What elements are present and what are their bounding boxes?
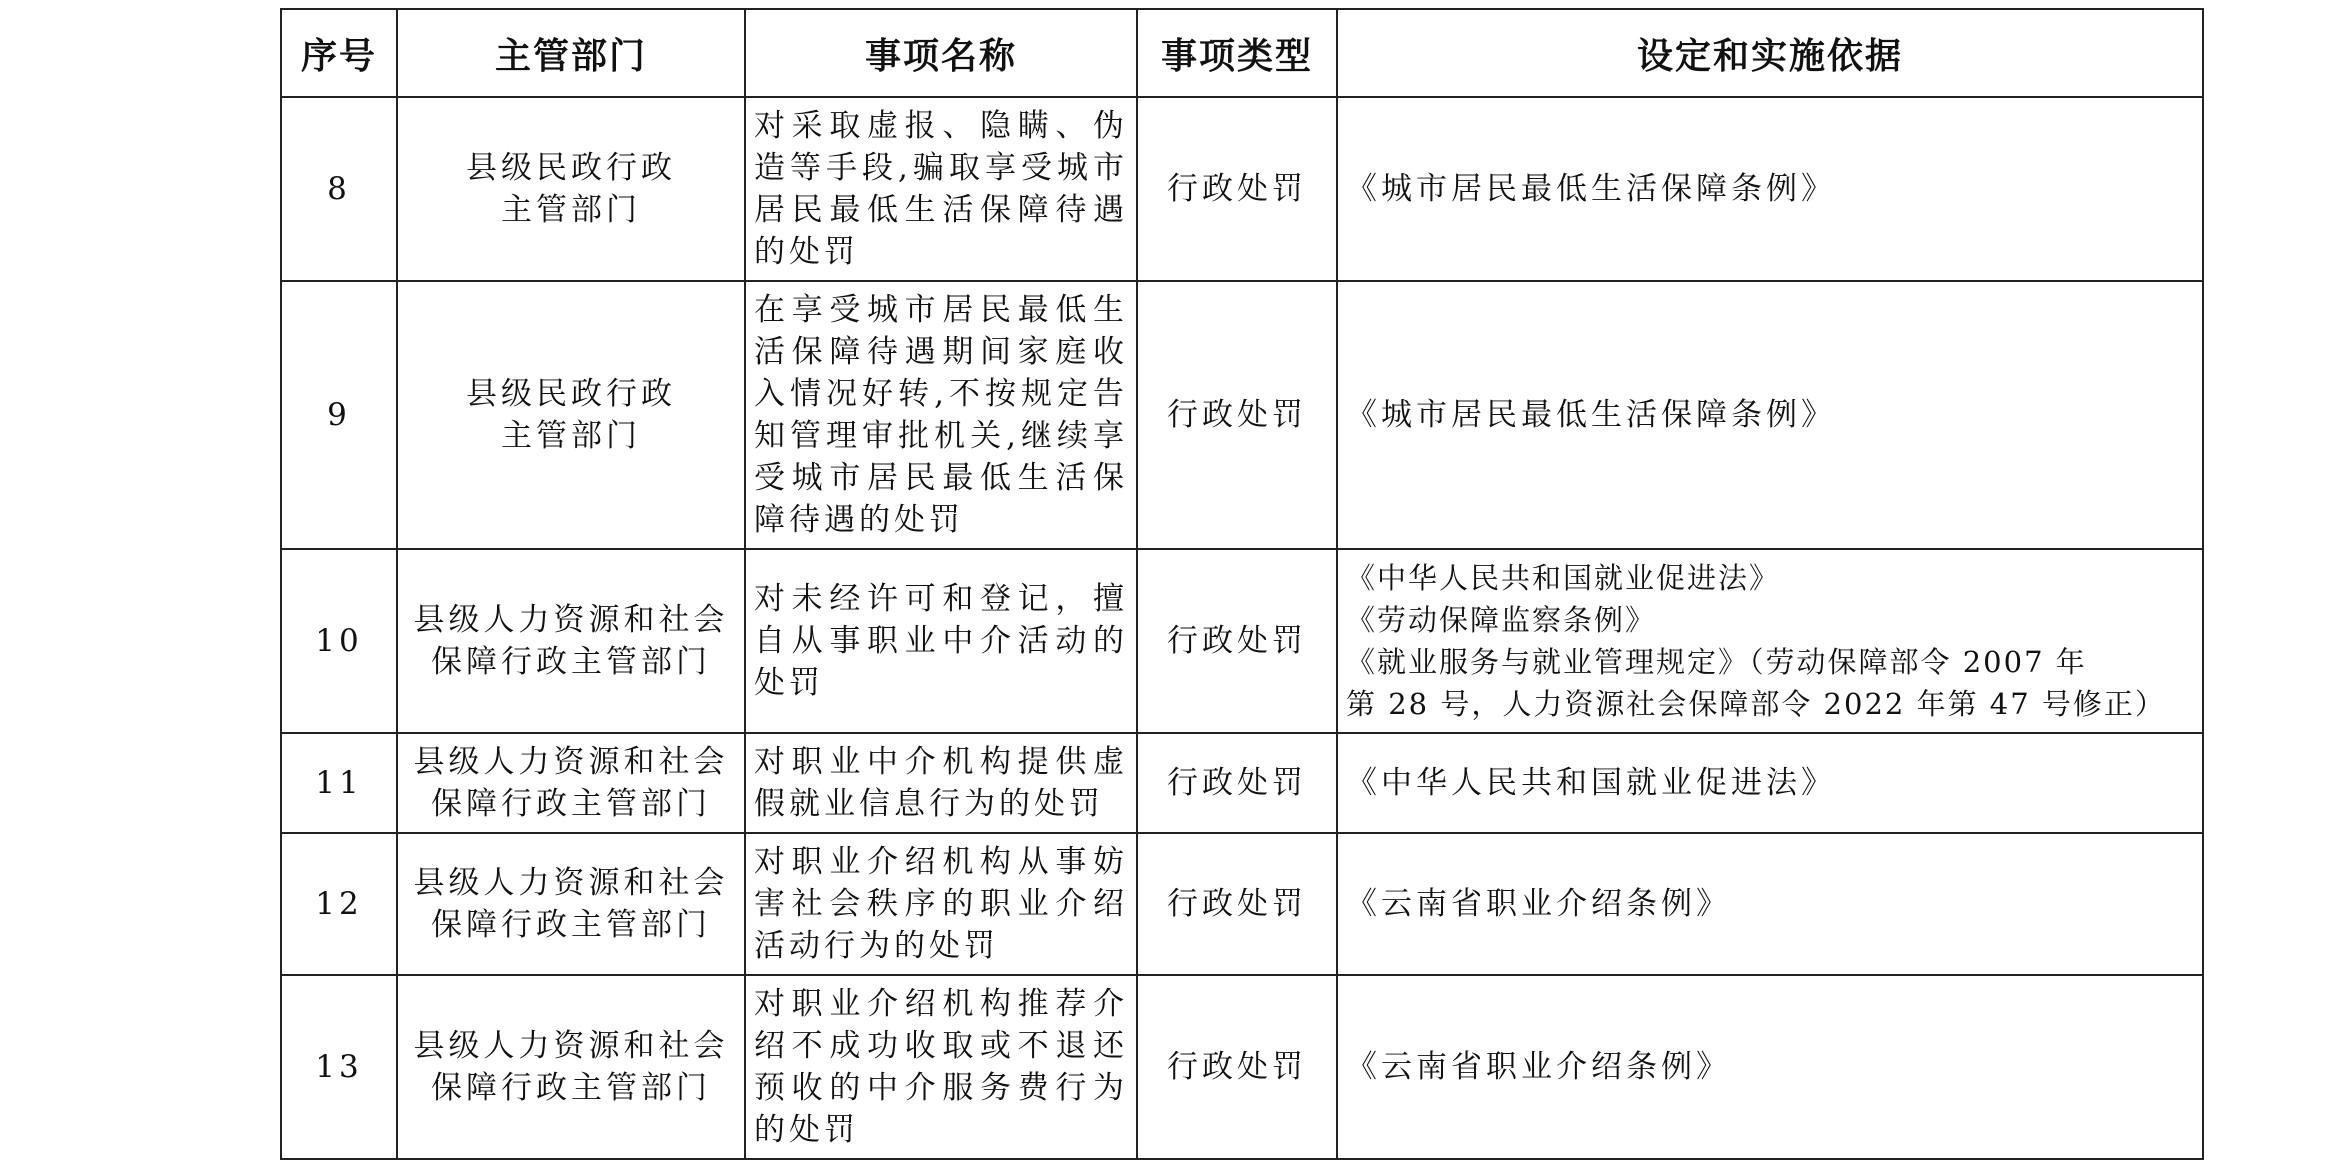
basis-line: 《云南省职业介绍条例》 bbox=[1346, 886, 1731, 922]
dept-cell bbox=[397, 975, 745, 1159]
basis-line: 《云南省职业介绍条例》 bbox=[1346, 1049, 1731, 1085]
basis-line: 《中华人民共和国就业促进法》 bbox=[1346, 561, 1781, 595]
header-dept: 主管部门 bbox=[397, 9, 745, 97]
dept-cell bbox=[397, 833, 745, 975]
table-row bbox=[281, 975, 2203, 1159]
table-header-row bbox=[281, 9, 2203, 97]
dept-line: 县级人力资源和社会 bbox=[413, 1028, 729, 1064]
basis-line: 《劳动保障监察条例》 bbox=[1346, 603, 1657, 637]
dept-line: 主管部门 bbox=[501, 192, 641, 228]
basis-cell bbox=[1337, 833, 2203, 975]
dept-line: 保障行政主管部门 bbox=[431, 644, 711, 680]
dept-line: 县级人力资源和社会 bbox=[413, 602, 729, 638]
dept-line: 县级民政行政 bbox=[466, 150, 676, 186]
basis-cell bbox=[1337, 281, 2203, 549]
basis-line: 《就业服务与就业管理规定》（劳动保障部令 2007 年 bbox=[1346, 645, 2087, 679]
table-row bbox=[281, 833, 2203, 975]
seq-cell: 12 bbox=[281, 833, 397, 975]
table-row bbox=[281, 97, 2203, 281]
item-type-cell: 行政处罚 bbox=[1137, 281, 1337, 549]
dept-line: 主管部门 bbox=[501, 418, 641, 454]
item-type-cell: 行政处罚 bbox=[1137, 975, 1337, 1159]
item-type-cell: 行政处罚 bbox=[1137, 833, 1337, 975]
dept-cell bbox=[397, 97, 745, 281]
basis-cell bbox=[1337, 549, 2203, 733]
header-name: 事项名称 bbox=[745, 9, 1137, 97]
basis-line: 《城市居民最低生活保障条例》 bbox=[1346, 397, 1836, 433]
dept-line: 保障行政主管部门 bbox=[431, 1070, 711, 1106]
table-row bbox=[281, 549, 2203, 733]
basis-line: 《城市居民最低生活保障条例》 bbox=[1346, 171, 1836, 207]
dept-line: 县级民政行政 bbox=[466, 376, 676, 412]
item-name-cell: 对未经许可和登记，擅自从事职业中介活动的处罚 bbox=[745, 549, 1137, 733]
table-row bbox=[281, 281, 2203, 549]
seq-cell: 13 bbox=[281, 975, 397, 1159]
seq-cell: 11 bbox=[281, 733, 397, 833]
table-row bbox=[281, 733, 2203, 833]
basis-cell bbox=[1337, 733, 2203, 833]
dept-cell bbox=[397, 549, 745, 733]
dept-line: 保障行政主管部门 bbox=[431, 786, 711, 822]
dept-line: 县级人力资源和社会 bbox=[413, 865, 729, 901]
item-name-cell: 对职业介绍机构从事妨害社会秩序的职业介绍活动行为的处罚 bbox=[745, 833, 1137, 975]
basis-line: 第 28 号，人力资源社会保障部令 2022 年第 47 号修正） bbox=[1346, 687, 2166, 721]
regulation-table bbox=[280, 8, 2204, 1160]
dept-cell bbox=[397, 281, 745, 549]
header-type: 事项类型 bbox=[1137, 9, 1337, 97]
item-type-cell: 行政处罚 bbox=[1137, 733, 1337, 833]
seq-cell: 10 bbox=[281, 549, 397, 733]
header-seq: 序号 bbox=[281, 9, 397, 97]
item-name-cell: 对采取虚报、隐瞒、伪造等手段,骗取享受城市居民最低生活保障待遇的处罚 bbox=[745, 97, 1137, 281]
basis-cell bbox=[1337, 975, 2203, 1159]
item-name-cell: 对职业介绍机构推荐介绍不成功收取或不退还预收的中介服务费行为的处罚 bbox=[745, 975, 1137, 1159]
seq-cell: 8 bbox=[281, 97, 397, 281]
dept-cell bbox=[397, 733, 745, 833]
dept-line: 保障行政主管部门 bbox=[431, 907, 711, 943]
header-basis: 设定和实施依据 bbox=[1337, 9, 2203, 97]
dept-line: 县级人力资源和社会 bbox=[413, 744, 729, 780]
basis-cell bbox=[1337, 97, 2203, 281]
item-type-cell: 行政处罚 bbox=[1137, 97, 1337, 281]
item-name-cell: 在享受城市居民最低生活保障待遇期间家庭收入情况好转,不按规定告知管理审批机关,继续享受城市居民最低生活保障待遇的处罚 bbox=[745, 281, 1137, 549]
item-name-cell: 对职业中介机构提供虚假就业信息行为的处罚 bbox=[745, 733, 1137, 833]
basis-line: 《中华人民共和国就业促进法》 bbox=[1346, 765, 1836, 801]
seq-cell: 9 bbox=[281, 281, 397, 549]
item-type-cell: 行政处罚 bbox=[1137, 549, 1337, 733]
